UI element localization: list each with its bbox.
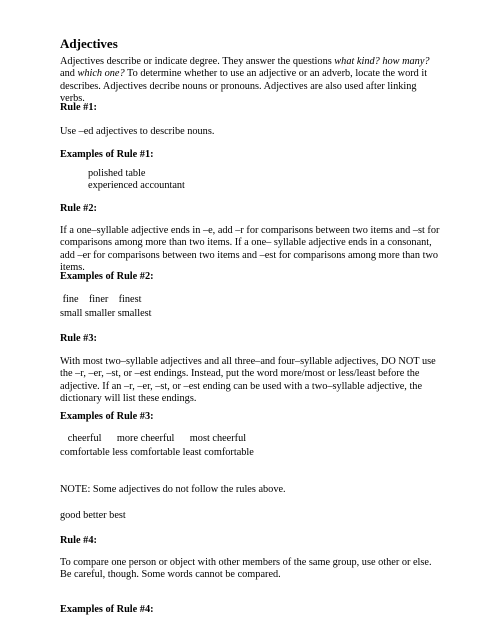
rule4-examples-heading: Examples of Rule #4:	[60, 604, 154, 615]
rule1-examples-heading: Examples of Rule #1:	[60, 149, 154, 160]
intro-question-1: what kind? how many?	[334, 56, 430, 67]
intro-question-2: which one?	[77, 68, 125, 80]
rule2-heading: Rule #2:	[60, 203, 97, 214]
rule2-example-line: fine finer finest	[60, 294, 142, 305]
rule1-example-item: polished table	[88, 168, 146, 179]
rule3-examples-heading: Examples of Rule #3:	[60, 411, 154, 422]
rule1-heading: Rule #1:	[60, 102, 97, 113]
page-title: Adjectives	[60, 36, 118, 51]
rule1-text: Use –ed adjectives to describe nouns.	[60, 126, 215, 137]
rule3-example-line: cheerful more cheerful most cheerful	[60, 433, 247, 444]
intro-text-part2: and	[60, 68, 78, 80]
intro-text-part3: To determine whether to use an adjective or an adverb, locate the word it describes. Adjectives decribe nouns or pronouns. Adjectives are also used after linking verbs.	[60, 68, 428, 105]
rule3-heading: Rule #3:	[60, 333, 97, 344]
rule4-heading: Rule #4:	[60, 535, 97, 546]
rule2-examples-heading: Examples of Rule #2:	[60, 271, 154, 282]
rule2-text: If a one–syllable adjective ends in –e, add –r for comparisons between two items and –st for comparisons among more than two items. If a one– syllable adjective ends in a consonant, add –er for comparisons between two items and –est for comparisons among more than two items.	[60, 225, 440, 274]
rule1-example-item: experienced accountant	[88, 180, 185, 191]
intro-text-part1: Adjectives describe or indicate degree. They answer the questions	[60, 56, 335, 67]
intro-paragraph	[60, 56, 442, 106]
note-text: NOTE: Some adjectives do not follow the rules above.	[60, 484, 286, 495]
note-example: good better best	[60, 510, 126, 521]
rule4-text: To compare one person or object with other members of the same group, use other or else. Be careful, though. Some words cannot be compared.	[60, 557, 432, 581]
rule3-text: With most two–syllable adjectives and all three–and four–syllable adjectives, DO NOT use the –r, –er, –st, or –est endings. Instead, put the word more/most or less/least before the adjective. If an –r, –er, –st, or –est ending can be used with a two–syllable adjective, the dictionary will list these endings.	[60, 356, 436, 405]
rule2-example-line: small smaller smallest	[60, 308, 152, 319]
rule3-example-line: comfortable less comfortable least comfortable	[60, 447, 254, 458]
